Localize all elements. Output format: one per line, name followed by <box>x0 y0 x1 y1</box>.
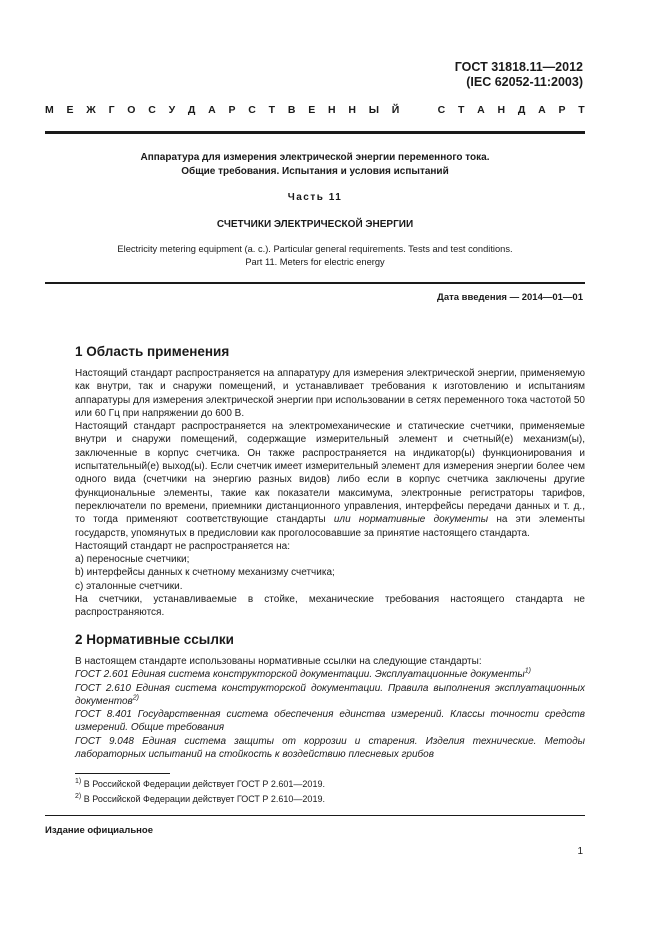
iec-code: (IEC 62052-11:2003) <box>466 75 583 89</box>
english-title-line-1: Electricity metering equipment (a. c.). Particular general requirements. Tests and test conditions. <box>117 244 513 254</box>
standard-type-letter: Р <box>558 104 566 116</box>
standard-type-letter: У <box>168 104 176 116</box>
standard-code: ГОСТ 31818.11—2012 <box>454 60 583 74</box>
standard-type-letter: А <box>208 104 216 116</box>
section-2-body <box>75 655 585 761</box>
reference-item <box>75 682 585 709</box>
standard-type-letter: М <box>45 104 54 116</box>
footnote-mark: 2) <box>75 793 82 800</box>
reference-text: ГОСТ 2.610 Единая система конструкторской документации. Правила выполнения эксплуатационных документов <box>75 682 585 707</box>
list-item: b) интерфейсы данных к счетному механизму счетчика; <box>75 567 335 579</box>
footnote-rule <box>75 773 170 774</box>
standard-type-letter: А <box>477 104 485 116</box>
standard-type-letter: Г <box>108 104 115 116</box>
english-title <box>45 243 585 269</box>
edition-label: Издание официальное <box>45 825 153 836</box>
reference-item <box>75 668 585 681</box>
part-label: Часть 11 <box>287 192 343 203</box>
footnote-text: В Российской Федерации действует ГОСТ Р 2.610—2019. <box>83 794 325 804</box>
standard-type-letter: Н <box>327 104 336 116</box>
paragraph <box>75 367 585 420</box>
footer-rule <box>45 815 585 816</box>
title-rule <box>45 282 585 284</box>
standard-type-letter: А <box>538 104 546 116</box>
reference-text: ГОСТ 9.048 Единая система защиты от коррозии и старения. Изделия технические. Методы лабораторных испытаний на стойкость к воздействию плесневых грибов <box>75 735 585 761</box>
document-header <box>455 60 583 90</box>
standard-type <box>45 104 585 116</box>
standard-type-letter: Т <box>457 104 465 116</box>
reference-item <box>75 735 585 762</box>
paragraph: На счетчики, устанавливаемые в стойке, механические требования настоящего стандарта не распространяются. <box>75 594 585 619</box>
footnotes <box>75 777 325 807</box>
standard-type-letter: О <box>127 104 136 116</box>
standard-type-letter: Ж <box>86 104 96 116</box>
intro-date: Дата введения — 2014—01—01 <box>437 292 583 303</box>
list-item: c) эталонные счетчики. <box>75 580 183 592</box>
list-item: a) переносные счетчики; <box>75 554 190 566</box>
subtitle: СЧЕТЧИКИ ЭЛЕКТРИЧЕСКОЙ ЭНЕРГИИ <box>216 219 414 230</box>
page-number: 1 <box>577 846 583 857</box>
standard-type-letter: Д <box>187 104 196 116</box>
standard-type-letter: Й <box>391 104 400 116</box>
standard-type-letter: Р <box>228 104 236 116</box>
exclusion-list <box>75 553 585 593</box>
standard-type-letter: Е <box>66 104 74 116</box>
standard-type-letter: Д <box>517 104 526 116</box>
standard-type-letter: Н <box>497 104 506 116</box>
section-1-heading: 1 Область применения <box>75 344 230 359</box>
paragraph-text: Настоящий стандарт распространяется на аппаратуру для измерения электрической энергии, применяемую как внутри, так и снаружи помещений, и устанавливает требования к изготовлению и испытаниям аппаратуры для измерения электрической энергии при использовании в сетях переменного тока частотой 50 или 60 Гц при напряжении до 600 В. <box>75 368 585 419</box>
standard-type-letter: С <box>148 104 156 116</box>
standard-type-letter: С <box>248 104 256 116</box>
title-line-1: Аппаратура для измерения электрической энергии переменного тока. <box>140 152 490 163</box>
standard-type-letter: В <box>287 104 296 116</box>
reference-text: ГОСТ 2.601 Единая система конструкторской документации. Эксплуатационные документы <box>75 669 525 681</box>
paragraph-text: Настоящий стандарт распространяется на электромеханические и статические счетчики, применяемые внутри и снаружи помещений, содержащие измерительный элемент и счетный(е) механизм(ы), заключенные в корпус счетчика. Он также распространяется на индикатор(ы) функционирования и испытательный(е) выход(ы). Если счетчик имеет измерительный элемент для измерения энергии более чем одного вида (счетчики на энергию разных видов) либо если в корпус счетчика заключены другие функциональные элементы, такие как показатели максимума, электронные регистраторы тарифов, переключатели по времени, приемники дистанционного управления, интерфейсы передачи данных и т. д., то тогда применяют соответствующие стандарты <box>75 421 585 526</box>
paragraph: В настоящем стандарте использованы нормативные ссылки на следующие стандарты: <box>75 656 482 667</box>
standard-type-letter: Н <box>348 104 356 116</box>
footnote-mark: 1) <box>75 778 82 785</box>
reference-item <box>75 708 585 735</box>
italic-text: или нормативные документы <box>333 514 489 526</box>
english-title-line-2: Part 11. Meters for electric energy <box>245 257 385 267</box>
paragraph <box>75 420 585 540</box>
section-2-heading: 2 Нормативные ссылки <box>75 632 234 647</box>
standard-type-letter: Т <box>578 104 585 116</box>
section-1-body <box>75 367 585 620</box>
reference-text: ГОСТ 8.401 Государственная система обеспечения единства измерений. Классы точности средств измерений. Общие требования <box>75 709 585 734</box>
footnote-text: В Российской Федерации действует ГОСТ Р 2.601—2019. <box>83 779 325 789</box>
paragraph: Настоящий стандарт не распространяется на: <box>75 540 290 552</box>
footnote <box>75 777 325 792</box>
standard-type-letter: Ы <box>368 104 379 116</box>
standard-type-letter: С <box>437 104 446 116</box>
standard-type-letter: Т <box>268 104 276 116</box>
footnote-mark: 2) <box>132 694 139 702</box>
standard-type-letter: Е <box>308 104 316 116</box>
title-block <box>45 151 585 179</box>
footnote-mark: 1) <box>524 667 531 675</box>
header-rule <box>45 131 585 134</box>
paragraph-text: на эти элементы государств, упомянутых в предисловии как проголосовавшие за принятие настоящего стандарта. <box>75 514 585 539</box>
title-line-2: Общие требования. Испытания и условия испытаний <box>181 166 449 177</box>
footnote <box>75 792 325 807</box>
